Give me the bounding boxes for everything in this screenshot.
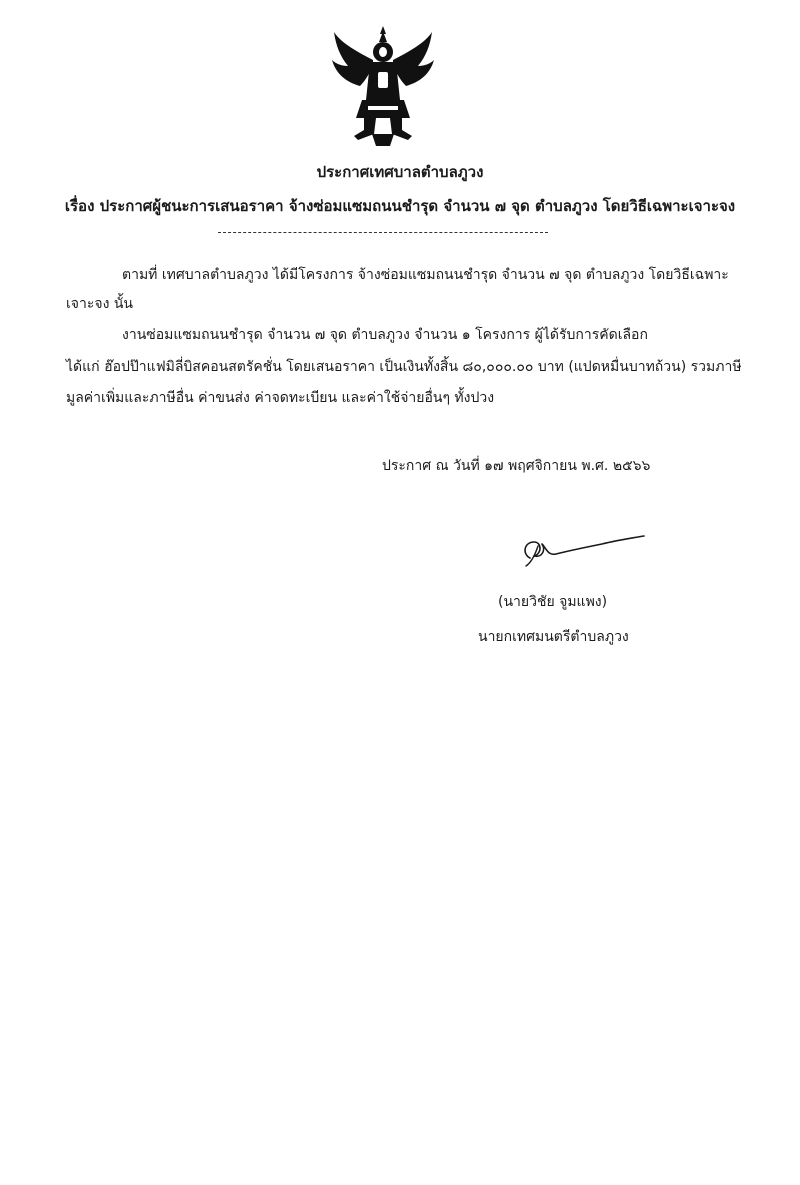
paragraph-2-line-2: ได้แก่ ฮ๊อปป๊าแฟมิลี่บิสคอนสตรัคชั่น โดยเสนอราคา เป็นเงินทั้งสิ้น ๘๐,๐๐๐.๐๐ บาท (แปดหมื่นบาทถ้วน) รวมภาษี — [66, 359, 742, 375]
paragraph-1-line-2: เจาะจง นั้น — [66, 296, 133, 312]
paragraph-2-line-3: มูลค่าเพิ่มและภาษีอื่น ค่าขนส่ง ค่าจดทะเบียน และค่าใช้จ่ายอื่นๆ ทั้งปวง — [66, 390, 495, 406]
handwritten-signature — [512, 528, 652, 576]
signer-position: นายกเทศมนตรีตำบลภูวง — [478, 629, 629, 645]
dashed-divider — [218, 232, 548, 233]
announcement-title: ประกาศเทศบาลตำบลภูวง — [316, 163, 484, 181]
paragraph-2-line-1: งานซ่อมแซมถนนชำรุด จำนวน ๗ จุด ตำบลภูวง จำนวน ๑ โครงการ ผู้ได้รับการคัดเลือก — [122, 327, 648, 343]
garuda-emblem-icon — [328, 22, 438, 147]
announcement-date: ประกาศ ณ วันที่ ๑๗ พฤศจิกายน พ.ศ. ๒๕๖๖ — [382, 458, 651, 474]
signer-name: (นายวิชัย จูมแพง) — [498, 594, 608, 610]
paragraph-1-line-1: ตามที่ เทศบาลตำบลภูวง ได้มีโครงการ จ้างซ่อมแซมถนนชำรุด จำนวน ๗ จุด ตำบลภูวง โดยวิธีเฉพาะ — [122, 267, 729, 283]
announcement-subject: เรื่อง ประกาศผู้ชนะการเสนอราคา จ้างซ่อมแซมถนนชำรุด จำนวน ๗ จุด ตำบลภูวง โดยวิธีเฉพาะเจาะจง — [64, 197, 736, 215]
